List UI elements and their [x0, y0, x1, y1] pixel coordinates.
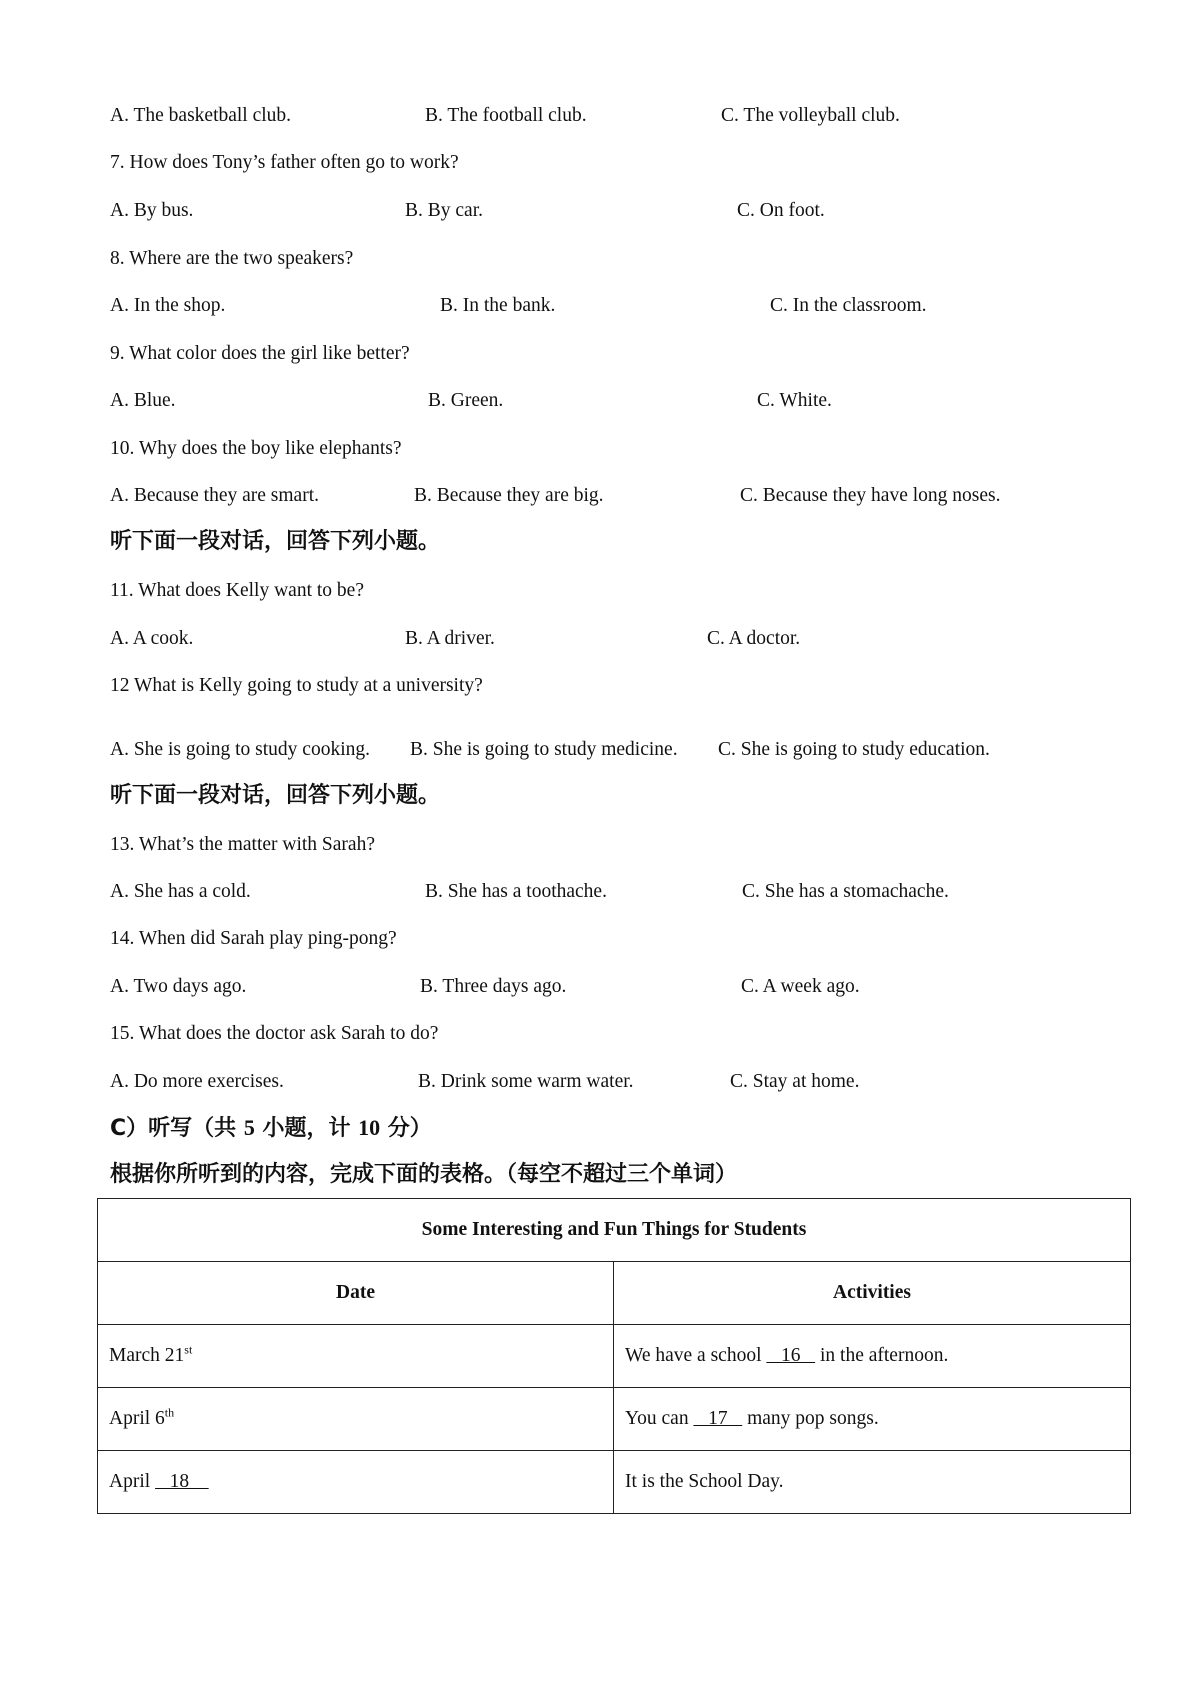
- q7-option-c: C. On foot.: [737, 200, 825, 221]
- column-header-date: Date: [98, 1262, 614, 1325]
- q11-question: 11. What does Kelly want to be?: [110, 580, 364, 601]
- q15-option-b: B. Drink some warm water.: [418, 1071, 634, 1092]
- date-suffix: st: [184, 1342, 193, 1357]
- section-c-suffix: 分）: [380, 1116, 432, 1141]
- q9-question: 9. What color does the girl like better?: [110, 343, 410, 364]
- q9-option-b: B. Green.: [428, 390, 504, 411]
- q14-option-a: A. Two days ago.: [110, 976, 247, 997]
- q14-option-c: C. A week ago.: [741, 976, 860, 997]
- blank-18[interactable]: 18: [155, 1471, 209, 1492]
- column-header-activities: Activities: [614, 1262, 1131, 1325]
- date-text: April 6: [109, 1408, 165, 1429]
- q9-option-a: A. Blue.: [110, 390, 176, 411]
- date-cell: [98, 1325, 614, 1388]
- q10-option-a: A. Because they are smart.: [110, 485, 319, 506]
- date-suffix: th: [164, 1405, 175, 1420]
- date-cell: [98, 1388, 614, 1451]
- activity-text-before: You can: [625, 1408, 694, 1429]
- q10-question: 10. Why does the boy like elephants?: [110, 438, 402, 459]
- q8-question: 8. Where are the two speakers?: [110, 248, 354, 269]
- dialog-heading-2: 听下面一段对话，回答下列小题。: [110, 783, 441, 808]
- q7-option-b: B. By car.: [405, 200, 483, 221]
- blank-16[interactable]: 16: [766, 1345, 816, 1366]
- q13-question: 13. What’s the matter with Sarah?: [110, 834, 375, 855]
- q15-option-c: C. Stay at home.: [730, 1071, 860, 1092]
- q11-option-a: A. A cook.: [110, 628, 194, 649]
- q10-option-c: C. Because they have long noses.: [740, 485, 1001, 506]
- q13-option-a: A. She has a cold.: [110, 881, 251, 902]
- blank-17[interactable]: 17: [693, 1408, 743, 1429]
- q8-option-b: B. In the bank.: [440, 295, 556, 316]
- q7-option-a: A. By bus.: [110, 200, 194, 221]
- q10-option-b: B. Because they are big.: [414, 485, 604, 506]
- q15-option-a: A. Do more exercises.: [110, 1071, 284, 1092]
- section-c-heading: [110, 1114, 432, 1143]
- q12-option-b: B. She is going to study medicine.: [410, 739, 678, 760]
- q11-option-b: B. A driver.: [405, 628, 495, 649]
- activity-text-after: in the afternoon.: [815, 1345, 949, 1366]
- q6-option-c: C. The volleyball club.: [721, 105, 900, 126]
- instruction-text: 根据你所听到的内容，完成下面的表格。（每空不超过三个单词）: [110, 1162, 738, 1187]
- q13-option-b: B. She has a toothache.: [425, 881, 607, 902]
- dialog-heading-1: 听下面一段对话，回答下列小题。: [110, 529, 441, 554]
- q14-option-b: B. Three days ago.: [420, 976, 567, 997]
- q12-option-a: A. She is going to study cooking.: [110, 739, 371, 760]
- q8-option-c: C. In the classroom.: [770, 295, 927, 316]
- section-c-prefix: C）听写（共: [110, 1116, 244, 1141]
- activity-text-before: We have a school: [625, 1345, 767, 1366]
- activity-cell: [614, 1325, 1131, 1388]
- activity-cell: It is the School Day.: [614, 1451, 1131, 1514]
- q11-option-c: C. A doctor.: [707, 628, 801, 649]
- section-c-middle: 小题，计: [254, 1116, 359, 1141]
- q12-option-c: C. She is going to study education.: [718, 739, 990, 760]
- table-row: [98, 1388, 1131, 1451]
- q14-question: 14. When did Sarah play ping-pong?: [110, 928, 397, 949]
- activities-table: [97, 1198, 1131, 1514]
- q7-question: 7. How does Tony’s father often go to work?: [110, 152, 459, 173]
- section-c-count: 5: [243, 1115, 255, 1140]
- table-row: [98, 1325, 1131, 1388]
- activity-cell: [614, 1388, 1131, 1451]
- activity-text-after: many pop songs.: [742, 1408, 879, 1429]
- section-c-points: 10: [358, 1115, 381, 1140]
- table-row: [98, 1451, 1131, 1514]
- q6-option-a: A. The basketball club.: [110, 105, 292, 126]
- q9-option-c: C. White.: [757, 390, 832, 411]
- q6-option-b: B. The football club.: [425, 105, 587, 126]
- q15-question: 15. What does the doctor ask Sarah to do?: [110, 1023, 439, 1044]
- date-text: March 21: [109, 1345, 185, 1366]
- table-title: Some Interesting and Fun Things for Students: [98, 1199, 1131, 1262]
- date-cell: [98, 1451, 614, 1514]
- date-text: April: [109, 1471, 156, 1492]
- q13-option-c: C. She has a stomachache.: [742, 881, 949, 902]
- q8-option-a: A. In the shop.: [110, 295, 226, 316]
- q12-question: 12 What is Kelly going to study at a university?: [110, 675, 483, 696]
